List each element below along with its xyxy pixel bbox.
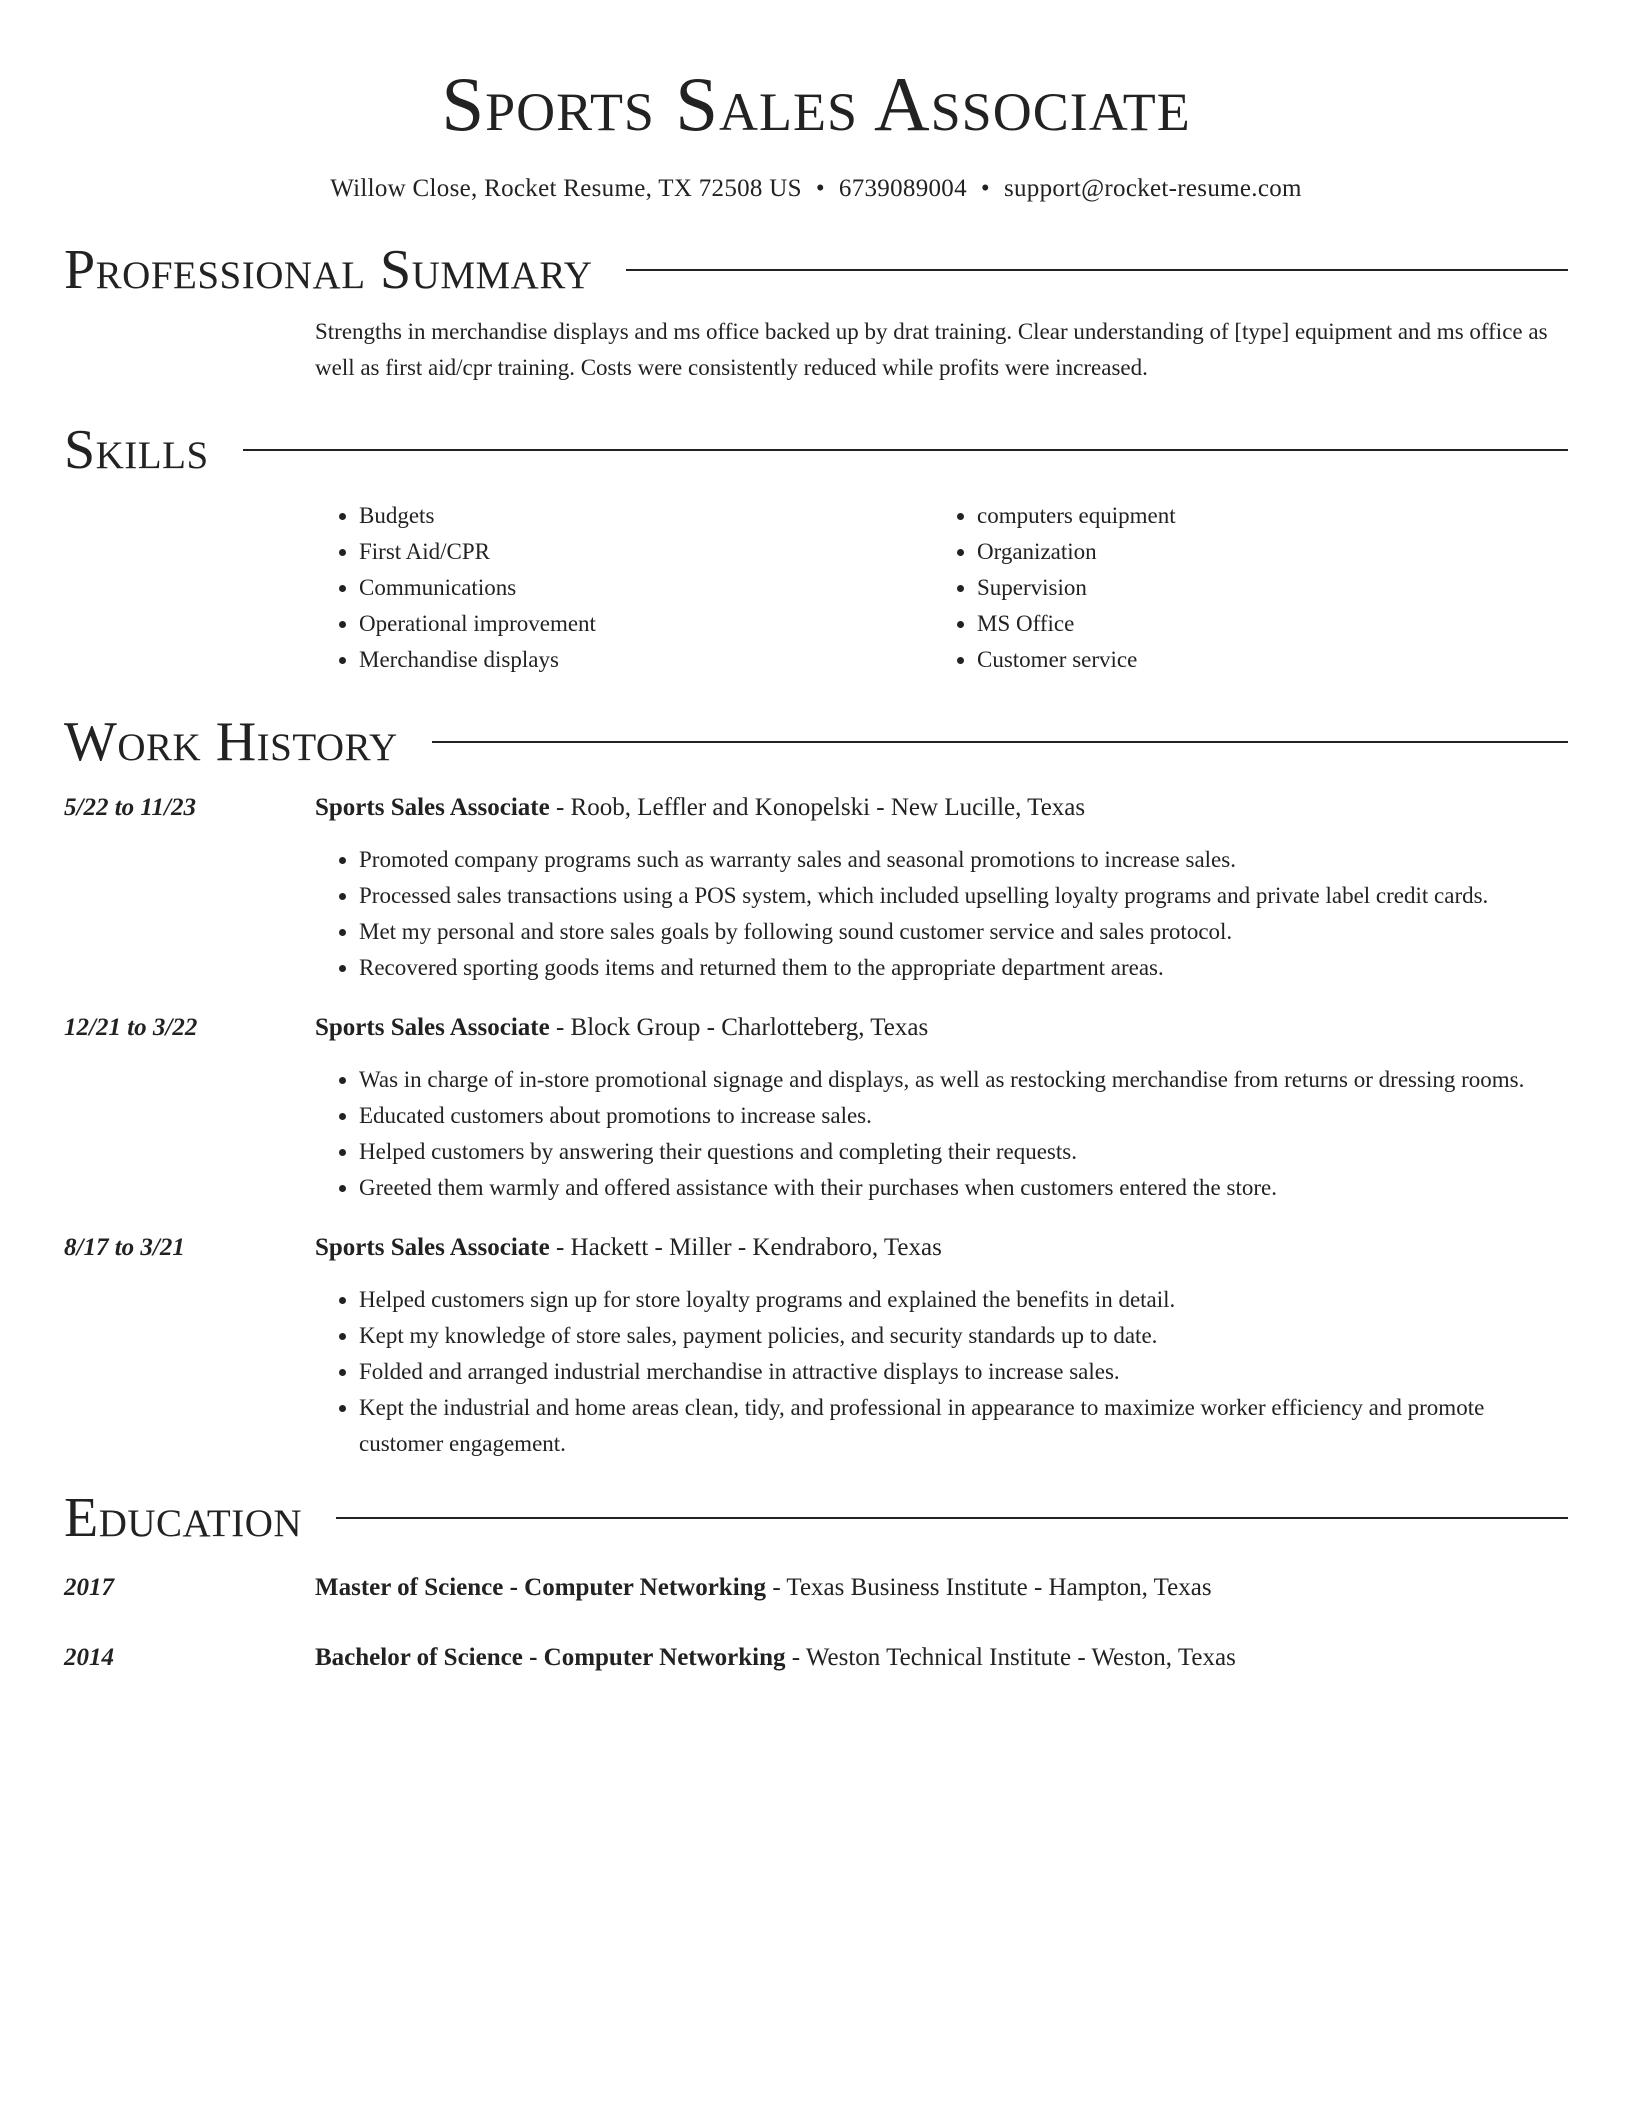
contact-line — [64, 172, 1568, 206]
resume-page — [64, 0, 1568, 1676]
skill-item: • Organization — [977, 534, 1551, 570]
education-school: - Texas Business Institute - Hampton, Texas — [766, 1574, 1212, 1601]
work-section-header — [64, 712, 1568, 772]
job-bullets — [315, 1062, 1568, 1206]
job-body — [315, 1010, 1568, 1206]
section-divider — [432, 741, 1568, 743]
contact-phone: 6739089004 — [838, 175, 967, 202]
candidate-name: Sports Sales Associate — [441, 61, 1191, 147]
education-degree: Bachelor of Science - Computer Networking — [315, 1644, 786, 1671]
skills-column-left — [315, 498, 933, 678]
job-bullet: • Met my personal and store sales goals by following sound customer service and sales protocol. — [359, 914, 1568, 950]
skill-item: • First Aid/CPR — [359, 534, 933, 570]
summary-section-title: Professional Summary — [64, 239, 593, 301]
skill-item: • computers equipment — [977, 498, 1551, 534]
education-degree: Master of Science - Computer Networking — [315, 1574, 767, 1601]
job-body — [315, 790, 1568, 986]
job-bullets — [315, 842, 1568, 986]
job-bullet: • Greeted them warmly and offered assistance with their purchases when customers entered the store. — [359, 1170, 1568, 1206]
work-section-title: Work History — [64, 711, 398, 773]
job-entry — [64, 790, 1568, 986]
job-bullet: • Promoted company programs such as warranty sales and seasonal promotions to increase sales. — [359, 842, 1568, 878]
contact-separator: • — [815, 175, 825, 202]
job-dates: 8/17 to 3/21 — [64, 1234, 185, 1261]
education-entry — [64, 1640, 1568, 1676]
education-line — [315, 1570, 1568, 1606]
education-section-title: Education — [64, 1487, 303, 1549]
work-history-list — [64, 790, 1568, 1462]
contact-email: support@rocket-resume.com — [1003, 175, 1302, 202]
job-body — [315, 1230, 1568, 1462]
job-title-line — [315, 1010, 1568, 1046]
job-bullets — [315, 1282, 1568, 1462]
job-bullet: • Helped customers by answering their questions and completing their requests. — [359, 1134, 1568, 1170]
skill-item: • Operational improvement — [359, 606, 933, 642]
job-bullet: • Kept my knowledge of store sales, payment policies, and security standards up to date. — [359, 1318, 1568, 1354]
education-year: 2014 — [64, 1644, 114, 1671]
job-title-line — [315, 1230, 1568, 1266]
education-section-header — [64, 1488, 1568, 1548]
education-body — [315, 1570, 1568, 1606]
job-title-line — [315, 790, 1568, 826]
job-dates: 12/21 to 3/22 — [64, 1014, 198, 1041]
education-entry — [64, 1570, 1568, 1606]
skill-item: • MS Office — [977, 606, 1551, 642]
job-entry — [64, 1010, 1568, 1206]
job-bullet: • Folded and arranged industrial merchandise in attractive displays to increase sales. — [359, 1354, 1568, 1390]
summary-text: Strengths in merchandise displays and ms office backed up by drat training. Clear understanding of [type] equipment and ms office as well as first aid/cpr training. Costs were consistently reduced while profits were increased. — [315, 319, 1548, 380]
education-list — [64, 1570, 1568, 1676]
job-bullet: • Was in charge of in-store promotional signage and displays, as well as restocking merchandise from returns or dressing rooms. — [359, 1062, 1568, 1098]
job-entry — [64, 1230, 1568, 1462]
summary-section-header — [64, 240, 1568, 300]
skills-column-right — [933, 498, 1551, 678]
education-year: 2017 — [64, 1574, 114, 1601]
contact-separator: • — [980, 175, 990, 202]
skill-item: • Budgets — [359, 498, 933, 534]
job-employer: - Hackett - Miller - Kendraboro, Texas — [549, 1234, 942, 1261]
section-divider — [626, 269, 1568, 271]
job-bullet: • Processed sales transactions using a POS system, which included upselling loyalty programs and private label credit cards. — [359, 878, 1568, 914]
job-role: Sports Sales Associate — [315, 794, 550, 821]
skill-item: • Communications — [359, 570, 933, 606]
job-employer: - Block Group - Charlotteberg, Texas — [549, 1014, 929, 1041]
education-body — [315, 1640, 1568, 1676]
skill-item: • Customer service — [977, 642, 1551, 678]
job-bullet: • Kept the industrial and home areas clean, tidy, and professional in appearance to maximize worker efficiency and promote customer engagement. — [359, 1390, 1568, 1462]
job-bullet: • Educated customers about promotions to increase sales. — [359, 1098, 1568, 1134]
skill-item: • Supervision — [977, 570, 1551, 606]
skill-item: • Merchandise displays — [359, 642, 933, 678]
job-role: Sports Sales Associate — [315, 1014, 550, 1041]
skills-section-header — [64, 420, 1568, 480]
section-divider — [243, 449, 1568, 451]
education-line — [315, 1640, 1568, 1676]
contact-address: Willow Close, Rocket Resume, TX 72508 US — [330, 175, 802, 202]
job-bullet: • Recovered sporting goods items and returned them to the appropriate department areas. — [359, 950, 1568, 986]
section-divider — [336, 1517, 1568, 1519]
job-role: Sports Sales Associate — [315, 1234, 550, 1261]
skills-list — [315, 498, 1568, 678]
skills-section-title: Skills — [64, 419, 209, 481]
job-dates: 5/22 to 11/23 — [64, 794, 196, 821]
job-employer: - Roob, Leffler and Konopelski - New Lucille, Texas — [549, 794, 1086, 821]
job-bullet: • Helped customers sign up for store loyalty programs and explained the benefits in detail. — [359, 1282, 1568, 1318]
education-school: - Weston Technical Institute - Weston, Texas — [785, 1644, 1236, 1671]
